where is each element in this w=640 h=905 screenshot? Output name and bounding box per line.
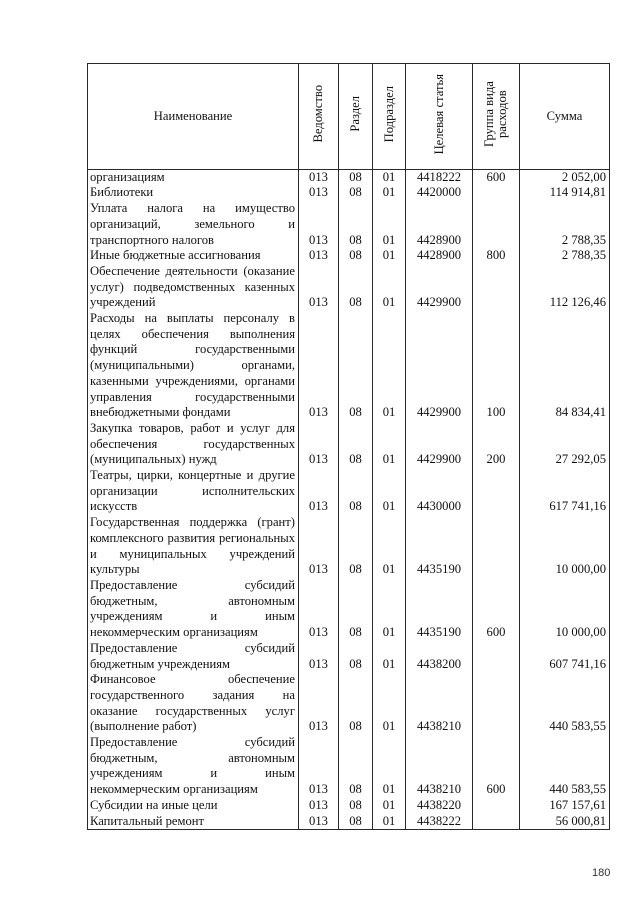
row-name-cell: Предоставление субсидий бюджетным учреждениям	[88, 641, 299, 672]
row-name-cell: Театры, цирки, концертные и другие организации исполнительских искусств	[88, 468, 299, 515]
row-name-cell: Государственная поддержка (грант) комплексного развития региональных и муниципальных учреждений культуры	[88, 515, 299, 578]
row-subsection-cell: 01	[373, 169, 406, 185]
row-dept-cell: 013	[299, 578, 339, 641]
row-target-cell: 4435190	[406, 515, 473, 578]
row-expense-group-cell: 200	[473, 421, 520, 468]
row-expense-group-cell: 600	[473, 578, 520, 641]
header-dept	[299, 64, 339, 170]
row-target-cell: 4429900	[406, 264, 473, 311]
header-subsection-label: Подраздел	[381, 85, 396, 143]
row-name-cell: Финансовое обеспечение государственного задания на оказание государственных услуг (выполнение работ)	[88, 672, 299, 735]
row-section-cell: 08	[339, 641, 373, 672]
row-dept-cell: 013	[299, 311, 339, 421]
row-expense-group-cell	[473, 201, 520, 248]
row-name-cell: Обеспечение деятельности (оказание услуг) подведомственных казенных учреждений	[88, 264, 299, 311]
row-subsection-cell: 01	[373, 185, 406, 201]
row-subsection-cell: 01	[373, 421, 406, 468]
row-dept-cell: 013	[299, 515, 339, 578]
row-sum-cell: 440 583,55	[520, 735, 610, 798]
row-dept-cell: 013	[299, 264, 339, 311]
header-section	[339, 64, 373, 170]
row-target-cell: 4428900	[406, 201, 473, 248]
row-dept-cell: 013	[299, 421, 339, 468]
table-row	[88, 248, 610, 264]
header-target	[406, 64, 473, 170]
table-row	[88, 641, 610, 672]
header-section-label: Раздел	[348, 96, 362, 132]
row-subsection-cell: 01	[373, 735, 406, 798]
row-expense-group-cell: 800	[473, 248, 520, 264]
row-subsection-cell: 01	[373, 201, 406, 248]
row-subsection-cell: 01	[373, 468, 406, 515]
row-sum-cell: 2 788,35	[520, 201, 610, 248]
row-subsection-cell: 01	[373, 641, 406, 672]
row-target-cell: 4418222	[406, 169, 473, 185]
header-target-label: Целевая статья	[431, 73, 446, 155]
row-section-cell: 08	[339, 515, 373, 578]
row-section-cell: 08	[339, 735, 373, 798]
row-subsection-cell: 01	[373, 798, 406, 814]
header-subsection	[373, 64, 406, 170]
row-section-cell: 08	[339, 311, 373, 421]
row-subsection-cell: 01	[373, 672, 406, 735]
row-target-cell: 4438220	[406, 798, 473, 814]
row-subsection-cell: 01	[373, 264, 406, 311]
row-name-cell: Расходы на выплаты персоналу в целях обеспечения выполнения функций государственными (муниципальными) органами, казенными учреждениями, органами управления государственными внебюджетными фондами	[88, 311, 299, 421]
row-section-cell: 08	[339, 421, 373, 468]
row-subsection-cell: 01	[373, 248, 406, 264]
table-row	[88, 311, 610, 421]
row-expense-group-cell	[473, 264, 520, 311]
table-row	[88, 814, 610, 830]
table-row	[88, 169, 610, 185]
row-target-cell: 4438210	[406, 672, 473, 735]
row-section-cell: 08	[339, 248, 373, 264]
header-expense-group	[473, 64, 520, 170]
row-target-cell: 4430000	[406, 468, 473, 515]
row-section-cell: 08	[339, 672, 373, 735]
row-expense-group-cell	[473, 185, 520, 201]
row-expense-group-cell	[473, 814, 520, 830]
page-number: 180	[592, 867, 611, 879]
row-name-cell: Субсидии на иные цели	[88, 798, 299, 814]
row-dept-cell: 013	[299, 169, 339, 185]
row-dept-cell: 013	[299, 201, 339, 248]
row-name-cell: организациям	[88, 169, 299, 185]
row-name-cell: Закупка товаров, работ и услуг для обеспечения государственных (муниципальных) нужд	[88, 421, 299, 468]
row-sum-cell: 112 126,46	[520, 264, 610, 311]
row-sum-cell: 56 000,81	[520, 814, 610, 830]
row-sum-cell: 167 157,61	[520, 798, 610, 814]
row-sum-cell: 10 000,00	[520, 578, 610, 641]
row-section-cell: 08	[339, 169, 373, 185]
table-header	[88, 64, 610, 170]
row-sum-cell: 84 834,41	[520, 311, 610, 421]
budget-table	[87, 63, 609, 830]
row-name-cell: Предоставление субсидий бюджетным, автономным учреждениям и иным некоммерческим организациям	[88, 735, 299, 798]
row-sum-cell: 607 741,16	[520, 641, 610, 672]
row-target-cell: 4438222	[406, 814, 473, 830]
budget-table-grid	[87, 63, 610, 830]
row-expense-group-cell: 600	[473, 169, 520, 185]
row-sum-cell: 2 052,00	[520, 169, 610, 185]
header-sum: Сумма	[520, 64, 610, 170]
row-name-cell: Уплата налога на имущество организаций, земельного и транспортного налогов	[88, 201, 299, 248]
table-body	[88, 169, 610, 830]
row-section-cell: 08	[339, 185, 373, 201]
table-row	[88, 185, 610, 201]
row-expense-group-cell: 100	[473, 311, 520, 421]
row-section-cell: 08	[339, 468, 373, 515]
row-section-cell: 08	[339, 578, 373, 641]
row-expense-group-cell	[473, 672, 520, 735]
table-row	[88, 672, 610, 735]
header-row	[88, 64, 610, 170]
table-row	[88, 468, 610, 515]
row-dept-cell: 013	[299, 735, 339, 798]
row-dept-cell: 013	[299, 814, 339, 830]
row-section-cell: 08	[339, 798, 373, 814]
header-expense-group-label: Группа вида расходов	[482, 81, 509, 147]
row-dept-cell: 013	[299, 672, 339, 735]
row-target-cell: 4429900	[406, 421, 473, 468]
row-dept-cell: 013	[299, 798, 339, 814]
row-target-cell: 4438210	[406, 735, 473, 798]
row-section-cell: 08	[339, 264, 373, 311]
row-expense-group-cell: 600	[473, 735, 520, 798]
row-target-cell: 4435190	[406, 578, 473, 641]
table-row	[88, 264, 610, 311]
header-dept-label: Ведомство	[311, 85, 325, 143]
row-section-cell: 08	[339, 201, 373, 248]
row-dept-cell: 013	[299, 641, 339, 672]
row-name-cell: Библиотеки	[88, 185, 299, 201]
row-sum-cell: 2 788,35	[520, 248, 610, 264]
row-sum-cell: 27 292,05	[520, 421, 610, 468]
row-dept-cell: 013	[299, 248, 339, 264]
row-dept-cell: 013	[299, 185, 339, 201]
row-target-cell: 4420000	[406, 185, 473, 201]
row-expense-group-cell	[473, 468, 520, 515]
row-expense-group-cell	[473, 798, 520, 814]
row-expense-group-cell	[473, 515, 520, 578]
row-subsection-cell: 01	[373, 578, 406, 641]
row-target-cell: 4428900	[406, 248, 473, 264]
row-name-cell: Иные бюджетные ассигнования	[88, 248, 299, 264]
row-sum-cell: 617 741,16	[520, 468, 610, 515]
row-subsection-cell: 01	[373, 311, 406, 421]
table-row	[88, 421, 610, 468]
row-name-cell: Капитальный ремонт	[88, 814, 299, 830]
table-row	[88, 201, 610, 248]
row-sum-cell: 10 000,00	[520, 515, 610, 578]
row-subsection-cell: 01	[373, 515, 406, 578]
table-row	[88, 798, 610, 814]
row-sum-cell: 114 914,81	[520, 185, 610, 201]
table-row	[88, 735, 610, 798]
row-target-cell: 4429900	[406, 311, 473, 421]
header-name: Наименование	[88, 64, 299, 170]
row-sum-cell: 440 583,55	[520, 672, 610, 735]
row-name-cell: Предоставление субсидий бюджетным, автономным учреждениям и иным некоммерческим организациям	[88, 578, 299, 641]
table-row	[88, 578, 610, 641]
row-target-cell: 4438200	[406, 641, 473, 672]
row-section-cell: 08	[339, 814, 373, 830]
row-subsection-cell: 01	[373, 814, 406, 830]
row-dept-cell: 013	[299, 468, 339, 515]
row-expense-group-cell	[473, 641, 520, 672]
table-row	[88, 515, 610, 578]
